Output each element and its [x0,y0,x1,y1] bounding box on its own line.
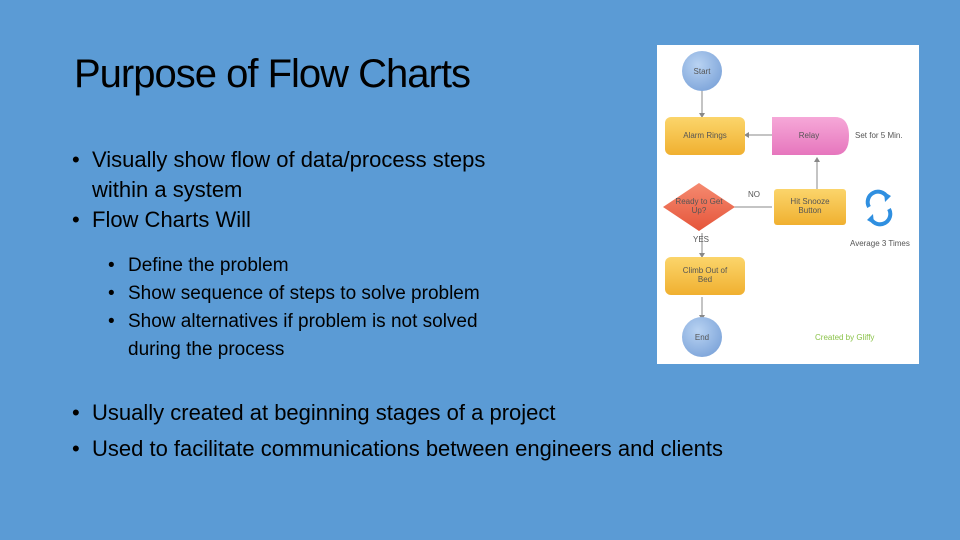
bullet-item: • Used to facilitate communications between engineers and clients [72,431,723,467]
flowchart-image [657,45,919,364]
start-label: Start [693,67,711,76]
sub-bullet-item [108,280,480,308]
sub-bullet-text: • Show alternatives if problem is not solved [128,311,478,332]
bullet-text-continuation: within a system [92,177,243,202]
slide-title: Purpose of Flow Charts [74,52,470,96]
average-label: Average 3 Times [850,239,910,248]
sub-bullet-text: • Show sequence of steps to solve problem [128,283,480,304]
bullet-text: • Visually show flow of data/process steps [92,147,486,172]
end-label: End [694,333,710,342]
bottom-bullet-list [72,395,723,467]
hit-snooze-label-line2: Button [798,206,822,215]
bullet-text: • Flow Charts Will [92,207,251,232]
repeat-icon [867,192,891,225]
yes-label: YES [693,235,710,244]
climb-out-label-line1: Climb Out of [682,266,728,275]
bullet-item: • Usually created at beginning stages of a project [72,395,723,431]
no-label: NO [748,190,760,199]
sub-bullet-item [108,308,480,364]
climb-out-label-line2: Bed [697,275,713,284]
sub-bullet-list [108,252,480,364]
relay-label: Relay [798,131,820,140]
set-for-label: Set for 5 Min. [855,131,903,140]
bullet-item [72,205,485,235]
ready-label-line2: Up? [691,206,707,215]
alarm-rings-label: Alarm Rings [683,131,727,140]
flowchart-diagram [657,45,919,364]
main-bullet-list [72,145,485,235]
ready-label-line1: Ready to Get [675,197,723,206]
bullet-item [72,145,485,205]
sub-bullet-item [108,252,480,280]
hit-snooze-label-line1: Hit Snooze [790,197,830,206]
sub-bullet-text-continuation: during the process [128,339,285,360]
credit-label: Created by Gliffy [815,333,875,342]
sub-bullet-text: • Define the problem [128,255,289,276]
